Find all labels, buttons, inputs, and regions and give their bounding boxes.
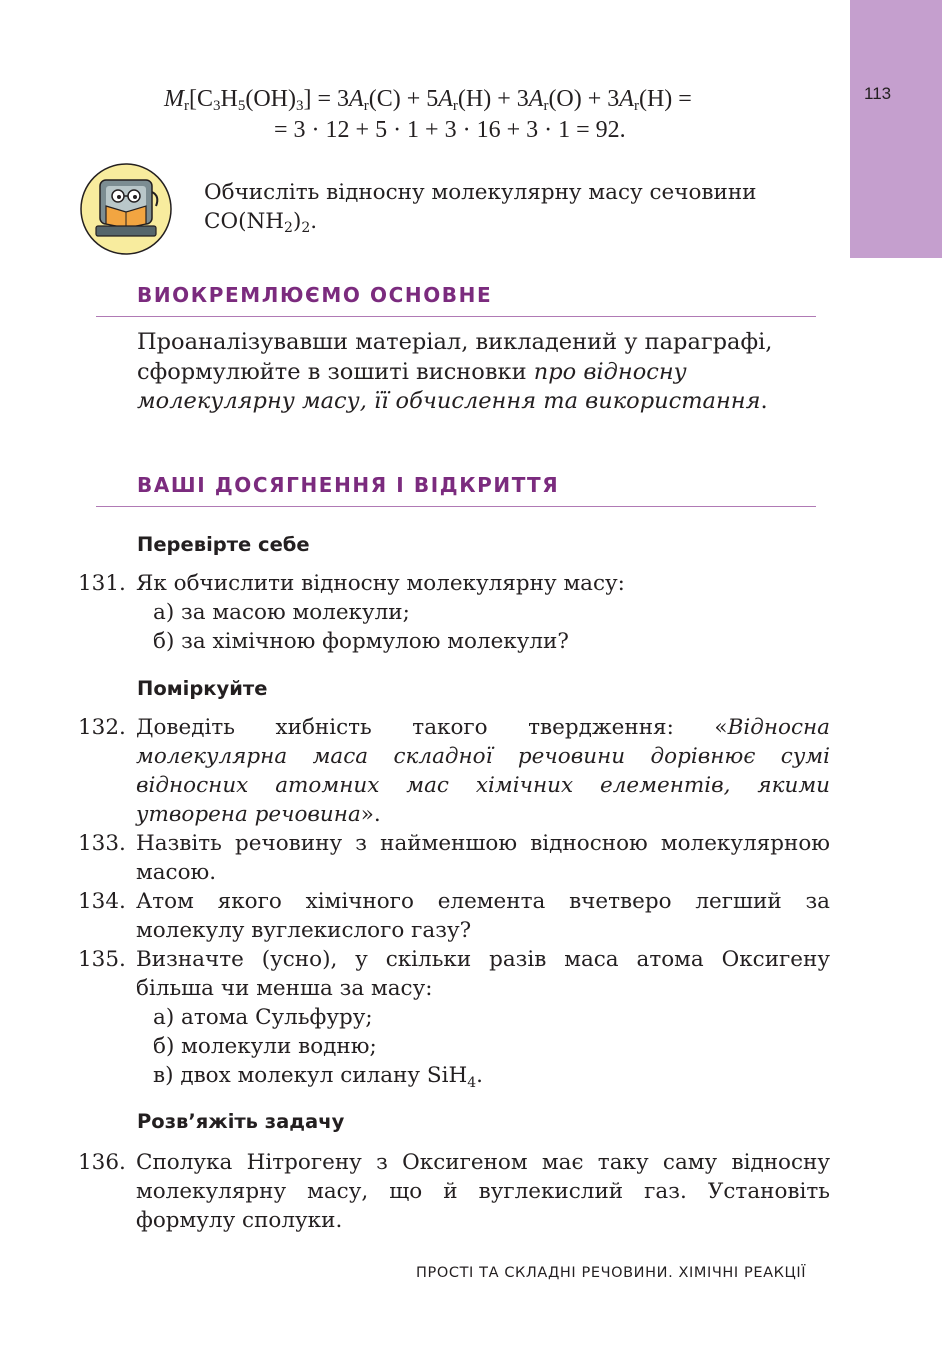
question-133	[78, 829, 830, 887]
question-131	[78, 569, 830, 656]
question-number: 133.	[78, 831, 126, 856]
question-text: Як обчислити відносну молекулярну масу:	[136, 571, 625, 596]
question-132	[78, 713, 830, 829]
question-option: б) за хімічною формулою молекули?	[153, 629, 569, 654]
task-text: Обчисліть відносну молекулярну масу сечовини $CO(NH_2)_2$.	[204, 180, 757, 236]
question-136	[78, 1148, 830, 1235]
summary-text: Проаналізувавши матеріал, викладений у параграфі, сформулюйте в зошиті висновки про відносну молекулярну масу, її обчислення та використання.	[137, 329, 773, 414]
question-option: б) молекули водню;	[153, 1034, 377, 1059]
question-134	[78, 887, 830, 945]
question-number: 136.	[78, 1150, 126, 1175]
question-number: 135.	[78, 947, 126, 972]
question-text: Визначте (усно), у скільки разів маса атома Оксигену більша чи менша за масу:	[136, 947, 830, 1001]
question-text: Доведіть хибність такого твердження: «Відносна молекулярна маса складної речовини дорівнює сумі відносних атомних мас хімічних елементів, якими утворена речовина».	[136, 715, 830, 827]
section-divider	[96, 506, 816, 507]
formula-line-2: = 3 · 12 + 5 · 1 + 3 · 16 + 3 · 1 = 92.	[274, 117, 626, 143]
question-text: Атом якого хімічного елемента вчетверо легший за молекулу вуглекислого газу?	[136, 889, 830, 943]
section-heading-achievements: ВАШІ ДОСЯГНЕННЯ І ВІДКРИТТЯ	[137, 473, 560, 497]
section-heading-main: ВИОКРЕМЛЮЄМО ОСНОВНЕ	[137, 283, 493, 307]
question-option: а) атома Сульфуру;	[153, 1005, 373, 1030]
running-footer: ПРОСТІ ТА СКЛАДНІ РЕЧОВИНИ. ХІМІЧНІ РЕАКЦІЇ	[416, 1265, 807, 1281]
question-number: 134.	[78, 889, 126, 914]
computer-mascot-icon	[78, 162, 176, 256]
subheading-check: Перевірте себе	[137, 533, 310, 556]
question-text: Назвіть речовину з найменшою відносною молекулярною масою.	[136, 831, 830, 885]
subheading-solve: Розв’яжіть задачу	[137, 1110, 345, 1133]
question-option: а) за масою молекули;	[153, 600, 410, 625]
page-tab	[850, 0, 942, 258]
formula-line-1: $M_r[C_3H_5(OH)_3] = 3A_r(C) + 5A_r(H) + 3A_r(O) + 3A_r(H)$ =	[164, 86, 692, 114]
question-135	[78, 945, 830, 1090]
subheading-think: Поміркуйте	[137, 677, 268, 700]
section-divider	[96, 316, 816, 317]
question-number: 132.	[78, 715, 126, 740]
page-number: 113	[864, 84, 892, 103]
molar-mass-formula	[164, 84, 804, 146]
question-option: в) двох молекул силану SiH$_4$.	[153, 1063, 483, 1091]
question-text: Сполука Нітрогену з Оксигеном має таку саму відносну молекулярну масу, що й вуглекислий газ. Установіть формулу сполуки.	[136, 1150, 830, 1233]
question-number: 131.	[78, 571, 126, 596]
